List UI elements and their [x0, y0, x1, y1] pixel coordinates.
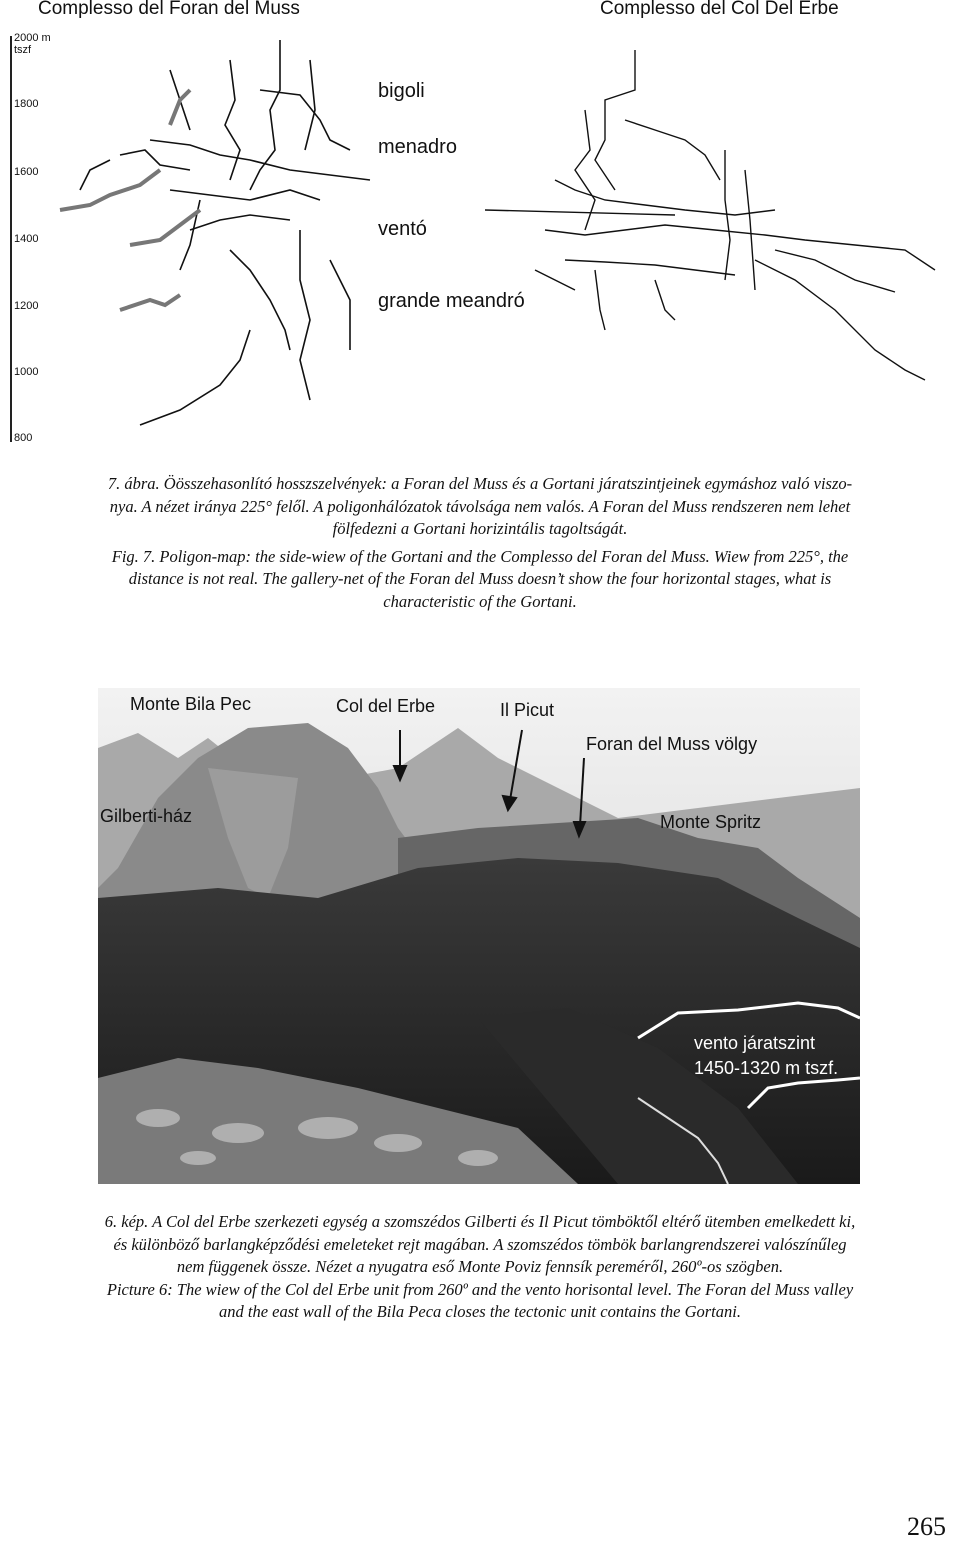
figure-title-left: Complesso del Foran del Muss — [38, 0, 300, 19]
stage-label-bigoli: bigoli — [378, 80, 425, 102]
page-number: 265 — [907, 1512, 946, 1541]
stage-label-menadro: menadro — [378, 136, 457, 158]
label-monte-spritz: Monte Spritz — [660, 812, 762, 832]
tick-label: 800 — [14, 432, 33, 444]
tick-label: 2000 m tszf — [14, 32, 51, 56]
caption-line: and the east wall of the Bila Peca closes the tectonic unit contains the Gortani. — [219, 1302, 741, 1321]
caption-line: Fig. 7. Poligon-map: the side-wiew of the Gortani and the Complesso del Foran del Muss. Wiew from 225°, the — [111, 546, 849, 566]
stage-label-grande-meandro: grande meandró — [378, 290, 525, 312]
figure7-caption — [0, 473, 960, 613]
label-vento-level: vento járatszint — [694, 1033, 816, 1053]
label-monte-bila-pec: Monte Bila Pec — [130, 694, 252, 714]
tick-label: 1400 — [14, 233, 39, 245]
caption-line: Picture 6: The wiew of the Col del Erbe unit from 260º and the vento horisontal level. The Foran del Muss valley — [106, 1279, 854, 1299]
label-foran-del-muss-valley: Foran del Muss völgy — [586, 734, 758, 754]
foran-polygon-network — [50, 30, 390, 430]
label-col-del-erbe: Col del Erbe — [336, 696, 436, 716]
caption-line: nya. A nézet iránya 225° felől. A poligonhálózatok távolsága nem valós. A Foran del Muss rendszeren nem lehet — [109, 496, 851, 516]
tick-label: 1600 — [14, 166, 39, 178]
tick-label: 1800 — [14, 98, 39, 110]
mountain-photo — [98, 688, 860, 1184]
label-gilberti-haz: Gilberti-ház — [100, 806, 193, 826]
col-del-erbe-polygon-network — [455, 30, 960, 410]
caption-line: és különböző barlangképződési emeleteket rejt magában. A szomszédos tömbök barlangrendszerei valószínűleg — [113, 1234, 847, 1254]
caption-line: nem függenek össze. Nézet a nyugatra eső Monte Poviz fennsík pereméről, 260º-os szögben. — [176, 1257, 784, 1276]
figure-title-right: Complesso del Col Del Erbe — [600, 0, 839, 19]
caption-line: fölfedezni a Gortani horizintális tagoltságát. — [332, 519, 628, 538]
caption-line: characteristic of the Gortani. — [383, 591, 577, 611]
label-vento-elevation: 1450-1320 m tszf. — [694, 1058, 839, 1078]
tick-label: 1000 — [14, 366, 39, 378]
tick-label: 1200 — [14, 300, 39, 312]
caption-line: 6. kép. A Col del Erbe szerkezeti egység a szomszédos Gilberti és Il Picut tömböktől eltérő ütemben emelkedett ki, — [104, 1212, 856, 1231]
stage-label-vento: ventó — [378, 218, 427, 240]
caption-line: 7. ábra. Öösszehasonlító hosszszelvények: a Foran del Muss és a Gortani járatszintjeinek egymáshoz való viszo- — [107, 474, 853, 493]
mountain-landscape-image — [98, 688, 860, 1184]
label-il-picut: Il Picut — [500, 700, 555, 720]
picture6-caption — [0, 1211, 960, 1324]
caption-line: distance is not real. The gallery-net of the Foran del Muss doesn’t show the four horizontal stages, what is — [128, 569, 832, 588]
